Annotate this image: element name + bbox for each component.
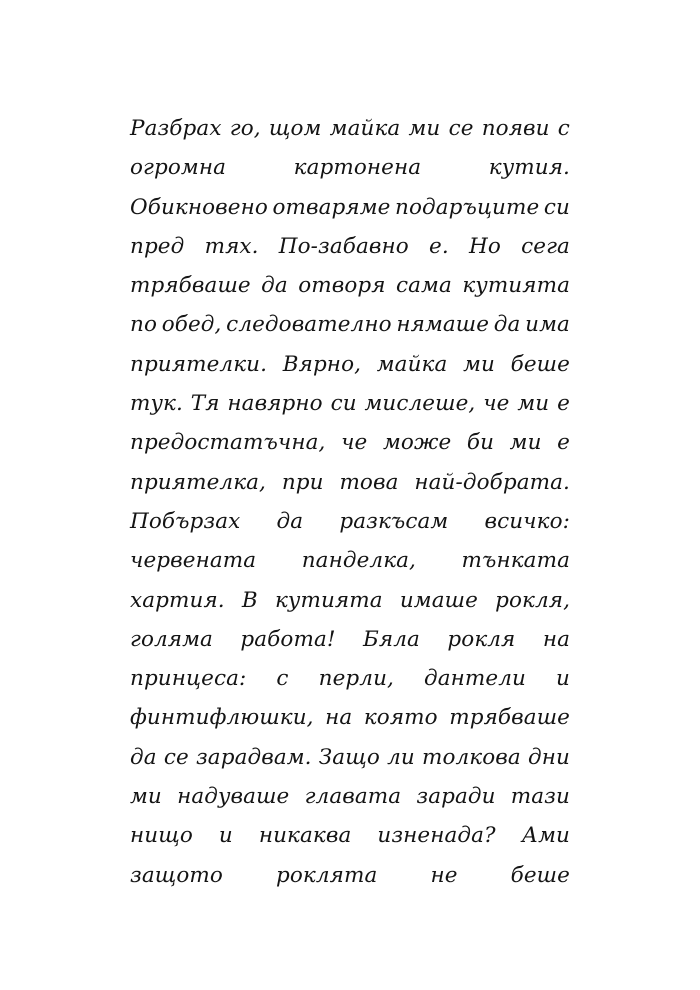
word: на	[325, 705, 353, 731]
word: зарадвам.	[195, 744, 312, 770]
word: предостатъчна,	[130, 430, 326, 456]
word: заради	[416, 784, 496, 810]
word: Вярно,	[282, 351, 362, 377]
word: по	[130, 312, 157, 338]
word: навярно	[227, 391, 323, 417]
word: защото	[130, 862, 223, 888]
word: да	[493, 312, 521, 338]
word: ми	[130, 784, 162, 810]
text-line	[130, 705, 570, 744]
word: приятелка,	[130, 469, 266, 495]
text-line	[130, 312, 570, 351]
word: панделка,	[301, 548, 416, 574]
word: с	[276, 666, 289, 692]
word: Защо	[318, 744, 380, 770]
word: разкъсам	[339, 508, 449, 534]
word: на	[542, 626, 570, 652]
word: щом	[268, 116, 322, 141]
word: По-забавно	[278, 233, 409, 259]
text-line	[130, 116, 570, 155]
word: си	[330, 391, 357, 417]
word: и	[556, 666, 570, 692]
word: тук.	[130, 391, 183, 417]
word: подаръците	[395, 194, 540, 220]
word: пред	[130, 233, 185, 259]
word: че	[341, 430, 368, 456]
word: тях.	[204, 233, 259, 259]
text-line	[130, 195, 570, 234]
word: Тя	[190, 391, 220, 417]
word: е.	[429, 233, 449, 259]
word: Ами	[521, 823, 570, 849]
word: сама	[396, 273, 452, 299]
word: перли,	[318, 666, 394, 692]
word: майка	[329, 116, 401, 141]
word: хартия.	[130, 587, 225, 613]
word: ми	[517, 391, 550, 417]
word: е	[557, 391, 570, 417]
word: В	[241, 587, 258, 613]
text-line	[130, 352, 570, 391]
word: следователно	[226, 312, 392, 338]
word: приятелки.	[130, 351, 268, 377]
word: нямаше	[396, 312, 490, 338]
word: да	[261, 273, 288, 299]
word: да	[276, 508, 304, 534]
word: надуваше	[177, 784, 290, 810]
word: Побързах	[130, 508, 241, 534]
word: изненада?	[377, 823, 496, 849]
word: ми	[509, 430, 542, 456]
text-line	[130, 273, 570, 312]
word: Обикновено	[130, 194, 268, 220]
text-line	[130, 588, 570, 627]
word: е	[557, 430, 570, 456]
word: би	[466, 430, 495, 456]
text-line	[130, 627, 570, 666]
word: дни	[528, 744, 570, 770]
word: всичко:	[484, 508, 570, 534]
word: най-добрата.	[414, 469, 570, 495]
word: финтифлюшки,	[130, 705, 314, 731]
word: може	[382, 430, 452, 456]
word: никаква	[258, 823, 352, 849]
word: голяма	[130, 626, 213, 652]
word: че	[483, 391, 510, 417]
word: има	[525, 312, 570, 338]
text-line	[130, 155, 570, 194]
word: трябваше	[130, 273, 251, 299]
word: нищо	[130, 823, 193, 849]
word: това	[339, 469, 399, 495]
text-line	[130, 863, 570, 902]
word: Бяла	[363, 626, 420, 652]
word: рокля,	[495, 587, 570, 613]
text-line	[130, 470, 570, 509]
word: ли	[387, 744, 415, 770]
word: рокля	[447, 626, 516, 652]
text-line	[130, 823, 570, 862]
word: да	[130, 744, 157, 770]
word: отваряме	[272, 194, 391, 220]
word: имаше	[399, 587, 478, 613]
text-line	[130, 784, 570, 823]
word: си	[543, 194, 570, 220]
word: огромна	[130, 155, 227, 181]
text-line	[130, 666, 570, 705]
word: дантели	[424, 666, 526, 692]
word: Но	[469, 233, 501, 259]
text-line	[130, 548, 570, 587]
word: роклята	[276, 862, 378, 888]
word: майка	[376, 351, 448, 377]
word: кутия.	[488, 155, 570, 181]
text-line	[130, 509, 570, 548]
word: при	[281, 469, 324, 495]
word: трябваше	[449, 705, 570, 731]
word: червената	[130, 548, 257, 574]
text-line	[130, 234, 570, 273]
word: се	[448, 116, 474, 141]
word: беше	[510, 351, 570, 377]
word: Разбрах	[130, 116, 222, 141]
word: работа!	[240, 626, 336, 652]
word: толкова	[421, 744, 521, 770]
text-line	[130, 430, 570, 469]
word: го,	[229, 116, 261, 141]
word: мислеше,	[364, 391, 476, 417]
word: се	[163, 744, 189, 770]
word: принцеса:	[130, 666, 247, 692]
word: главата	[304, 784, 402, 810]
text-line	[130, 391, 570, 430]
word: обед,	[161, 312, 222, 338]
word: кутията	[462, 273, 570, 299]
word: картонена	[293, 155, 422, 181]
text-line	[130, 745, 570, 784]
word: кутията	[274, 587, 383, 613]
body-text	[130, 116, 570, 902]
word: беше	[510, 862, 570, 888]
word: появи	[481, 116, 550, 141]
word: тази	[510, 784, 570, 810]
word: и	[218, 823, 233, 849]
word: която	[363, 705, 438, 731]
word: отворя	[298, 273, 386, 299]
word: не	[430, 862, 458, 888]
word: ми	[408, 116, 441, 141]
word: с	[557, 116, 570, 141]
word: сега	[521, 233, 570, 259]
word: тънката	[461, 548, 570, 574]
word: ми	[463, 351, 495, 377]
